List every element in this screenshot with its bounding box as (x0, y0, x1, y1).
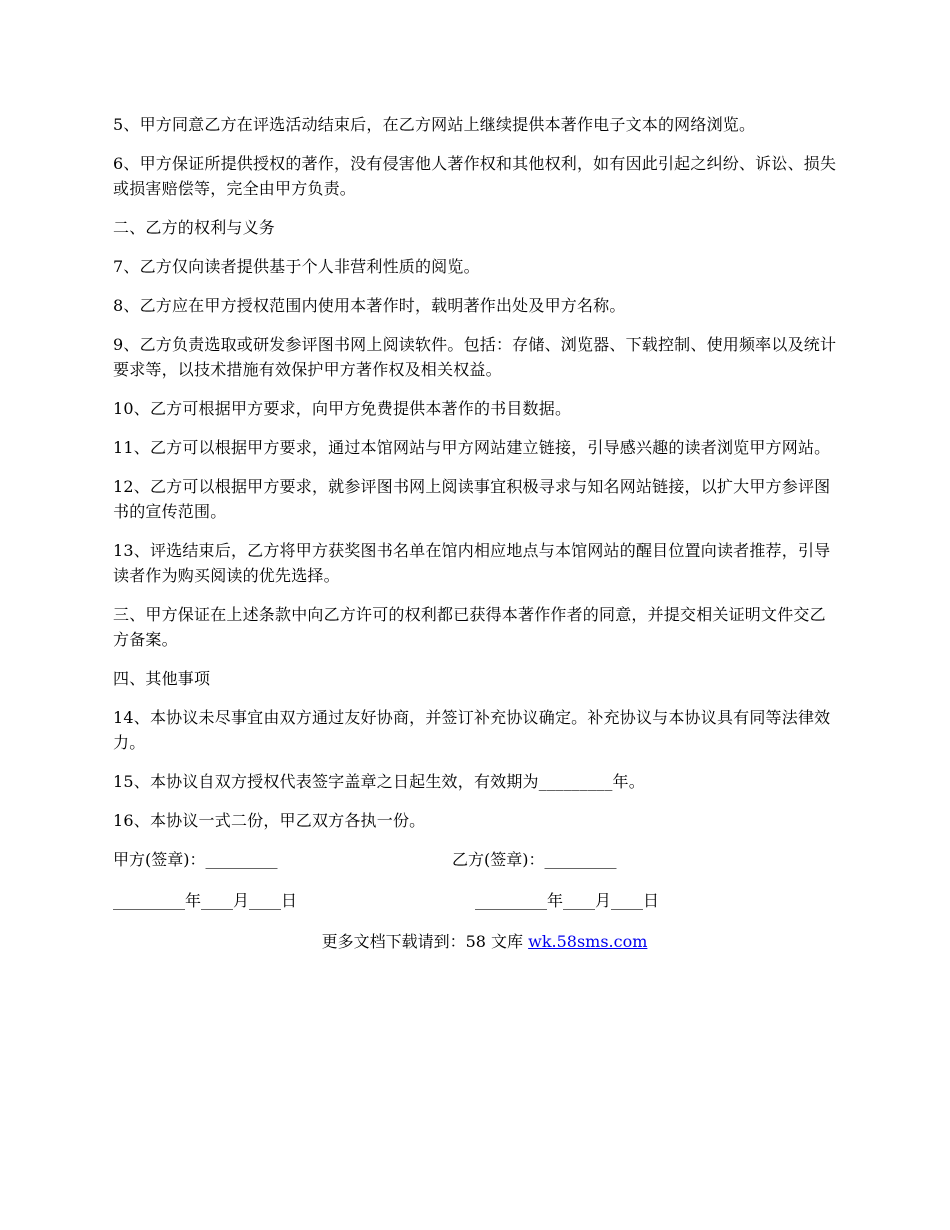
download-footer (113, 929, 840, 954)
clause-16: 16、本协议一式二份，甲乙双方各执一份。 (113, 811, 426, 830)
party-a-date: _________年____月____日 (113, 891, 298, 910)
clause-5: 5、甲方同意乙方在评选活动结束后，在乙方网站上继续提供本著作电子文本的网络浏览。 (113, 115, 756, 134)
footer-link[interactable]: wk.58sms.com (528, 932, 648, 951)
party-b-date: _________年____月____日 (475, 891, 660, 910)
clause-12: 12、乙方可以根据甲方要求，就参评图书网上阅读事宜积极寻求与知名网站链接，以扩大甲方参评图书的宣传范围。 (113, 477, 831, 521)
section-heading-4: 四、其他事项 (113, 669, 211, 688)
clause-13: 13、评选结束后，乙方将甲方获奖图书名单在馆内相应地点与本馆网站的醒目位置向读者推荐，引导读者作为购买阅读的优先选择。 (113, 541, 831, 585)
party-b-signature: 乙方(签章)：_________ (452, 850, 617, 869)
date-row (113, 888, 840, 913)
footer-text: 更多文档下载请到：58 文库 (321, 932, 529, 951)
clause-14: 14、本协议未尽事宜由双方通过友好协商，并签订补充协议确定。补充协议与本协议具有同等法律效力。 (113, 708, 831, 752)
clause-8: 8、乙方应在甲方授权范围内使用本著作时，载明著作出处及甲方名称。 (113, 296, 626, 315)
clause-9: 9、乙方负责选取或研发参评图书网上阅读软件。包括：存储、浏览器、下载控制、使用频率以及统计要求等，以技术措施有效保护甲方著作权及相关权益。 (113, 335, 837, 379)
section-heading-3: 三、甲方保证在上述条款中向乙方许可的权利都已获得本著作作者的同意，并提交相关证明文件交乙方备案。 (113, 605, 826, 649)
clause-7: 7、乙方仅向读者提供基于个人非营利性质的阅览。 (113, 257, 480, 276)
party-a-signature: 甲方(签章)：_________ (113, 850, 278, 869)
document-page (113, 112, 840, 954)
clause-15: 15、本协议自双方授权代表签字盖章之日起生效，有效期为_________年。 (113, 772, 645, 791)
clause-6: 6、甲方保证所提供授权的著作，没有侵害他人著作权和其他权利，如有因此引起之纠纷、诉讼、损失或损害赔偿等，完全由甲方负责。 (113, 154, 837, 198)
clause-10: 10、乙方可根据甲方要求，向甲方免费提供本著作的书目数据。 (113, 399, 572, 418)
section-heading-2: 二、乙方的权利与义务 (113, 218, 276, 237)
clause-11: 11、乙方可以根据甲方要求，通过本馆网站与甲方网站建立链接，引导感兴趣的读者浏览甲方网站。 (113, 438, 831, 457)
signature-row (113, 847, 840, 872)
